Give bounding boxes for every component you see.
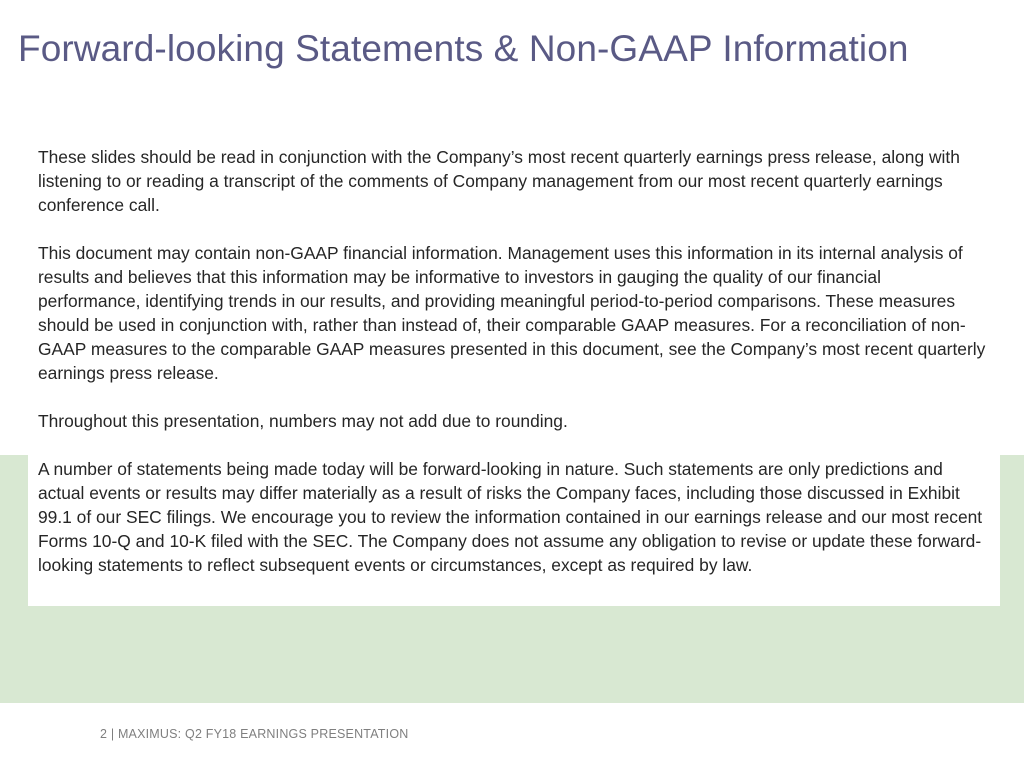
body-text xyxy=(38,145,988,577)
paragraph-non-gaap: This document may contain non-GAAP financial information. Management uses this information in its internal analysis of results and believes that this information may be informative to investors in gauging the quality of our financial performance, identifying trends in our results, and providing meaningful period-to-period comparisons. These measures should be used in conjunction with, rather than instead of, their comparable GAAP measures. For a reconciliation of non-GAAP measures to the comparable GAAP measures presented in this document, see the Company’s most recent quarterly earnings press release. xyxy=(38,243,986,383)
paragraph-rounding: Throughout this presentation, numbers may not add due to rounding. xyxy=(38,411,568,431)
slide-footer: 2 | MAXIMUS: Q2 FY18 EARNINGS PRESENTATION xyxy=(100,727,409,741)
paragraph-forward-looking: A number of statements being made today will be forward-looking in nature. Such statements are only predictions and actual events or results may differ materially as a result of risks the Company faces, including those discussed in Exhibit 99.1 of our SEC filings. We encourage you to review the information contained in our earnings release and our most recent Forms 10-Q and 10-K filed with the SEC. The Company does not assume any obligation to revise or update these forward-looking statements to reflect subsequent events or circumstances, except as required by law. xyxy=(38,459,983,575)
slide-title: Forward-looking Statements & Non-GAAP Information xyxy=(18,28,909,69)
paragraph-conjunction: These slides should be read in conjunction with the Company’s most recent quarterly earnings press release, along with listening to or reading a transcript of the comments of Company management from our most recent quarterly earnings conference call. xyxy=(38,147,960,215)
